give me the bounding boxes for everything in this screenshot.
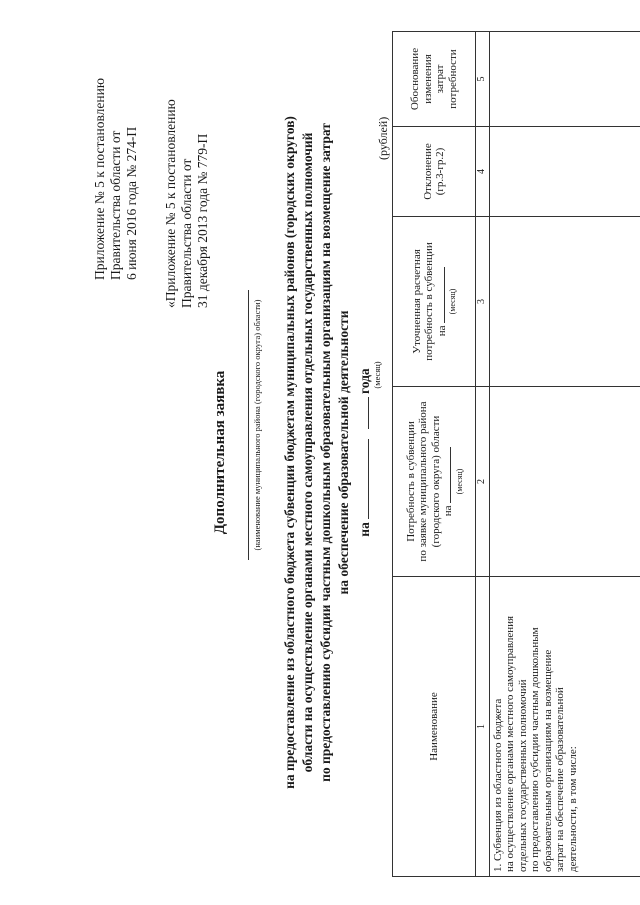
heading-line: области на осуществление органами местного самоуправления отдельных государственных полномочий [300,132,315,773]
month-caption: (месяц) [454,468,464,495]
month-caption: (месяц) [372,361,382,389]
units-label: (рублей) [376,116,390,160]
header-name: Наименование [393,577,476,877]
header-deviation: Отклонение (гр.3-гр.2) [393,127,476,217]
year-blank [355,397,369,429]
appendix-line: «Приложение № 5 к постановлению [163,99,178,308]
column-number-row [476,32,490,877]
row-refined-need-cell [489,217,640,387]
month-caption: (месяц) [448,288,458,315]
appendix-line: 6 июня 2016 года № 274-П [124,126,139,280]
header-justification: Обоснование изменения затрат потребности [393,32,476,127]
column-number: 3 [476,217,490,387]
row-subvention-name: 1. Субвенция из областного бюджета на осуществление органами местного самоуправления отдельных государственных полномочий по предоставлению субсидии частным дошкольным образовательным организациям на возмещение затрат на обеспечение образовательной деятельности, в том числе: [489,577,640,877]
period-prefix: на [357,522,372,537]
header-requested-need: Потребность в субвенции по заявке муниципального района (городского округа) области на (месяц) [393,387,476,577]
month-blank [450,447,451,503]
heading-line: на обеспечение образовательной деятельности [336,310,351,595]
appendix-line: Правительства области от [179,158,194,308]
document-heading [281,0,353,905]
column-number: 4 [476,127,490,217]
municipality-name-caption: (наименование муниципального района (городского округа) области) [252,299,262,551]
document-title: Дополнительная заявка [212,370,228,535]
appendix-original-reference [163,99,211,308]
month-blank [444,267,445,323]
period-suffix: года [357,368,372,395]
row-requested-need-cell [489,387,640,577]
appendix-line: 31 декабря 2013 года № 779-П [195,133,210,308]
table-header-row [393,32,476,877]
month-blank [355,439,369,519]
appendix-line: Правительства области от [108,130,123,280]
column-number: 5 [476,32,490,127]
municipality-name-blank [248,290,249,560]
column-number: 2 [476,387,490,577]
table-row [489,32,640,877]
column-number: 1 [476,577,490,877]
row-justification-cell [489,32,640,127]
heading-line: на предоставление из областного бюджета субвенции бюджетам муниципальных районов (городских округов) [282,116,297,789]
appendix-current-reference [92,78,140,280]
row-deviation-cell [489,127,640,217]
appendix-line: Приложение № 5 к постановлению [92,78,107,280]
period-row [355,0,373,905]
request-table [392,31,640,877]
heading-line: по предоставлению субсидии частным дошкольным образовательным организациям на возмещение затрат [318,123,333,782]
header-refined-need: Уточненная расчетная потребность в субвенции на (месяц) [393,217,476,387]
